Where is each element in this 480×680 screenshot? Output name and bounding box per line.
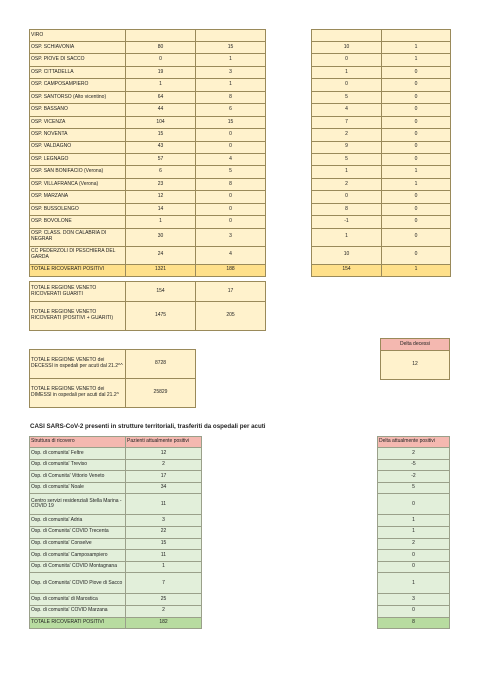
table-row <box>30 129 266 141</box>
structure-delta: -5 <box>378 459 450 471</box>
hospital-name: OSP. LEGNAGO <box>30 153 126 165</box>
region-label: TOTALE REGIONE VENETO RICOVERATI GUARITI <box>30 282 126 302</box>
hospital-name: OSP. BOVOLONE <box>30 216 126 228</box>
hospital-value-2: 4 <box>312 104 382 116</box>
table-row <box>378 573 450 594</box>
hospital-value-2: 2 <box>312 129 382 141</box>
table-row <box>30 246 266 264</box>
table-row <box>312 264 451 276</box>
hospital-name: OSP. SCHIAVONIA <box>30 42 126 54</box>
hospital-value-2: 1 <box>312 66 382 78</box>
structure-value: 25 <box>126 594 202 606</box>
hospital-delta-2: 0 <box>382 129 451 141</box>
hospital-value: 1 <box>126 79 196 91</box>
structure-value: 12 <box>126 448 202 460</box>
hospital-value: 23 <box>126 178 196 190</box>
table-row <box>30 264 266 276</box>
region-value: 154 <box>126 282 196 302</box>
hospital-delta-2: 0 <box>382 191 451 203</box>
hospital-name: OSP. BASSANO <box>30 104 126 116</box>
hospital-name: OSP. VILLAFRANCA (Verona) <box>30 178 126 190</box>
hospital-value-2: 1 <box>312 228 382 246</box>
table-row <box>30 550 202 562</box>
table-row <box>30 191 266 203</box>
hospital-delta: 15 <box>196 42 266 54</box>
table-row <box>30 104 266 116</box>
structure-delta: 2 <box>378 538 450 550</box>
hospital-delta: 8 <box>196 91 266 103</box>
table-row <box>30 459 202 471</box>
region-delta: 17 <box>196 282 266 302</box>
table-row <box>378 605 450 617</box>
hospital-name: OSP. PIOVE DI SACCO <box>30 54 126 66</box>
hospital-table <box>29 29 266 277</box>
structure-delta: 0 <box>378 494 450 515</box>
table-row <box>30 482 202 494</box>
table-row <box>378 482 450 494</box>
structure-value: 15 <box>126 538 202 550</box>
table-row <box>30 437 202 448</box>
hospital-value: 57 <box>126 153 196 165</box>
hospital-delta: 0 <box>196 191 266 203</box>
table-row <box>312 228 451 246</box>
hospital-delta: 8 <box>196 178 266 190</box>
hospital-delta-2: 0 <box>382 141 451 153</box>
hospital-delta-2: 1 <box>382 178 451 190</box>
table-row <box>312 141 451 153</box>
table-row <box>378 561 450 573</box>
column-header: Struttura di ricovero <box>30 437 126 448</box>
table-row <box>378 594 450 606</box>
structure-name: Osp. di Comunita' COVID Piove di Sacco <box>30 573 126 594</box>
structure-name: Osp. di comunita' Noale <box>30 482 126 494</box>
hospital-name: OSP. CAMPOSAMPIERO <box>30 79 126 91</box>
hospital-delta: 4 <box>196 246 266 264</box>
hospital-value-2: 5 <box>312 153 382 165</box>
table-row <box>30 228 266 246</box>
hospital-delta-2: 0 <box>382 91 451 103</box>
total-label: TOTALE RICOVERATI POSITIVI <box>30 617 126 628</box>
region-totals-table <box>29 281 266 331</box>
hospital-value-2: 0 <box>312 191 382 203</box>
table-row <box>378 471 450 483</box>
hospital-delta: 15 <box>196 116 266 128</box>
total-value-2: 154 <box>312 264 382 276</box>
deceased-label: TOTALE REGIONE VENETO dei DECESSI in ospedali per acuti dal 21.2^^ <box>30 350 126 379</box>
hospital-value: 15 <box>126 129 196 141</box>
hospital-delta-2: 1 <box>382 166 451 178</box>
hospital-name: OSP. VICENZA <box>30 116 126 128</box>
empty-cell <box>382 30 451 42</box>
hospital-value: 64 <box>126 91 196 103</box>
total-label: TOTALE RICOVERATI POSITIVI <box>30 264 126 276</box>
hospital-name: OSP. CITTADELLA <box>30 66 126 78</box>
structure-delta: 5 <box>378 482 450 494</box>
structure-delta: 0 <box>378 605 450 617</box>
table-row <box>312 129 451 141</box>
table-row <box>30 573 202 594</box>
table-row <box>378 538 450 550</box>
hospital-value-2: 1 <box>312 166 382 178</box>
hospital-name: CC PEDERZOLI DI PESCHIERA DEL GARDA <box>30 246 126 264</box>
hospital-value: 80 <box>126 42 196 54</box>
structure-value: 1 <box>126 561 202 573</box>
total-value: 182 <box>126 617 202 628</box>
structure-name: Osp. di comunita' Feltre <box>30 448 126 460</box>
hospital-delta: 0 <box>196 203 266 215</box>
hospital-delta: 3 <box>196 66 266 78</box>
hospital-value: 14 <box>126 203 196 215</box>
hospital-delta: 1 <box>196 79 266 91</box>
hospital-value-2: 10 <box>312 42 382 54</box>
structure-delta: 1 <box>378 526 450 538</box>
table-row <box>378 617 450 628</box>
hospital-delta-2: 0 <box>382 228 451 246</box>
hospital-name: OSP. MARZANA <box>30 191 126 203</box>
structure-delta: 0 <box>378 561 450 573</box>
hospital-delta-2: 0 <box>382 116 451 128</box>
structure-delta: -2 <box>378 471 450 483</box>
hospital-delta: 5 <box>196 166 266 178</box>
table-row <box>30 448 202 460</box>
hospital-value: 19 <box>126 66 196 78</box>
table-row <box>30 91 266 103</box>
delta-decessi-header: Delta decessi <box>381 339 450 351</box>
structure-name: Osp. di comunita' Treviso <box>30 459 126 471</box>
total-delta: 188 <box>196 264 266 276</box>
structure-name: Centro servizi residenziali Stella Marina - COVID 19 <box>30 494 126 515</box>
hospital-name: OSP. CLASS. DON CALABRIA DI NEGRAR <box>30 228 126 246</box>
hospital-value-2: 5 <box>312 91 382 103</box>
hospital-name: OSP. NOVENTA <box>30 129 126 141</box>
structure-value: 17 <box>126 471 202 483</box>
region-row-total <box>30 302 266 331</box>
empty-cell <box>312 30 382 42</box>
hospital-delta: 0 <box>196 141 266 153</box>
structure-delta: 2 <box>378 448 450 460</box>
structure-name: Osp. di comunita' Camposampiero <box>30 550 126 562</box>
hospital-delta-2: 1 <box>382 54 451 66</box>
table-row <box>312 104 451 116</box>
deceased-value: 8728 <box>126 350 196 379</box>
hospital-value: 0 <box>126 54 196 66</box>
discharged-row <box>30 379 196 408</box>
structure-value: 11 <box>126 494 202 515</box>
table-row <box>378 526 450 538</box>
deceased-table <box>29 349 196 408</box>
hospital-value-2: 10 <box>312 246 382 264</box>
table-row <box>30 526 202 538</box>
hospital-delta: 0 <box>196 216 266 228</box>
table-row <box>30 203 266 215</box>
deceased-row <box>30 350 196 379</box>
hospital-value: 12 <box>126 191 196 203</box>
hospital-value: 44 <box>126 104 196 116</box>
delta-decessi-value: 12 <box>381 351 450 380</box>
territorial-title: CASI SARS-CoV-2 presenti in strutture territoriali, trasferiti da ospedali per acuti <box>30 423 266 430</box>
hospital-value: 30 <box>126 228 196 246</box>
empty-cell <box>196 30 266 42</box>
table-row <box>30 617 202 628</box>
hospital-name: OSP. SANTORSO (Alto vicentino) <box>30 91 126 103</box>
table-row-label: VIRO <box>30 30 126 42</box>
structure-delta: 1 <box>378 573 450 594</box>
structure-value: 34 <box>126 482 202 494</box>
structure-value: 22 <box>126 526 202 538</box>
table-row <box>378 459 450 471</box>
structure-name: Osp. di Comunita' COVID Trecenta <box>30 526 126 538</box>
table-row <box>30 153 266 165</box>
hospital-delta-2: 0 <box>382 246 451 264</box>
table-row <box>312 42 451 54</box>
hospital-value: 104 <box>126 116 196 128</box>
table-row <box>312 153 451 165</box>
hospital-name: OSP. BUSSOLENGO <box>30 203 126 215</box>
structure-value: 3 <box>126 515 202 527</box>
region-label: TOTALE REGIONE VENETO RICOVERATI (POSITIVI + GUARITI) <box>30 302 126 331</box>
table-row <box>30 141 266 153</box>
table-row <box>378 550 450 562</box>
column-header: Delta attualmente positivi <box>378 437 450 448</box>
discharged-value: 25829 <box>126 379 196 408</box>
table-row <box>30 494 202 515</box>
hospital-value-2: 9 <box>312 141 382 153</box>
hospital-value-2: -1 <box>312 216 382 228</box>
structure-name: Osp. di comunita' Conselve <box>30 538 126 550</box>
structure-delta: 1 <box>378 515 450 527</box>
table-row <box>30 471 202 483</box>
structure-value: 2 <box>126 605 202 617</box>
hospital-delta-2: 0 <box>382 104 451 116</box>
table-row <box>312 203 451 215</box>
hospital-delta-2: 0 <box>382 66 451 78</box>
table-row <box>312 54 451 66</box>
hospital-value-2: 0 <box>312 54 382 66</box>
hospital-value-2: 0 <box>312 79 382 91</box>
total-delta: 8 <box>378 617 450 628</box>
table-row <box>30 66 266 78</box>
structure-name: Osp. di comunita' Adria <box>30 515 126 527</box>
hospital-value: 6 <box>126 166 196 178</box>
hospital-value: 43 <box>126 141 196 153</box>
discharged-label: TOTALE REGIONE VENETO dei DIMESSI in ospedali per acuti dal 21.2^ <box>30 379 126 408</box>
table-row <box>312 91 451 103</box>
hospital-delta: 0 <box>196 129 266 141</box>
table-row <box>30 538 202 550</box>
table-row <box>312 66 451 78</box>
hospital-delta: 1 <box>196 54 266 66</box>
hospital-value-2: 8 <box>312 203 382 215</box>
table-row <box>30 561 202 573</box>
table-row <box>378 494 450 515</box>
table-row <box>30 79 266 91</box>
hospital-delta-table <box>311 29 451 277</box>
structure-name: Osp. di comunita' di Marostica <box>30 594 126 606</box>
structure-delta: 0 <box>378 550 450 562</box>
table-row <box>30 605 202 617</box>
total-value: 1321 <box>126 264 196 276</box>
table-row <box>30 116 266 128</box>
table-row <box>30 30 266 42</box>
table-row <box>312 216 451 228</box>
table-row <box>30 515 202 527</box>
table-row <box>312 30 451 42</box>
hospital-name: OSP. VALDAGNO <box>30 141 126 153</box>
table-row <box>312 178 451 190</box>
delta-decessi-table <box>380 338 450 380</box>
structure-delta: 3 <box>378 594 450 606</box>
territorial-table <box>29 436 202 629</box>
table-row <box>30 216 266 228</box>
table-row <box>378 437 450 448</box>
region-row-guariti <box>30 282 266 302</box>
hospital-value: 24 <box>126 246 196 264</box>
hospital-delta: 3 <box>196 228 266 246</box>
hospital-value: 1 <box>126 216 196 228</box>
structure-name: Osp. di Comunita' Vittorio Veneto <box>30 471 126 483</box>
table-row <box>312 166 451 178</box>
hospital-delta-2: 0 <box>382 153 451 165</box>
region-delta: 205 <box>196 302 266 331</box>
hospital-name: OSP. SAN BONIFACIO (Verona) <box>30 166 126 178</box>
hospital-delta: 4 <box>196 153 266 165</box>
hospital-delta: 6 <box>196 104 266 116</box>
region-value: 1475 <box>126 302 196 331</box>
table-row <box>378 515 450 527</box>
table-row <box>312 246 451 264</box>
hospital-value-2: 7 <box>312 116 382 128</box>
table-row <box>30 178 266 190</box>
total-delta-2: 1 <box>382 264 451 276</box>
table-row <box>312 191 451 203</box>
table-row <box>30 594 202 606</box>
structure-value: 11 <box>126 550 202 562</box>
table-row <box>30 166 266 178</box>
table-row <box>378 448 450 460</box>
hospital-delta-2: 1 <box>382 42 451 54</box>
table-row <box>312 116 451 128</box>
structure-name: Osp. di comunita' COVID Marzana <box>30 605 126 617</box>
table-row <box>30 54 266 66</box>
hospital-delta-2: 0 <box>382 216 451 228</box>
hospital-delta-2: 0 <box>382 203 451 215</box>
structure-value: 7 <box>126 573 202 594</box>
table-row <box>312 79 451 91</box>
column-header: Pazienti attualmente positivi <box>126 437 202 448</box>
territorial-delta-table <box>377 436 450 629</box>
hospital-delta-2: 0 <box>382 79 451 91</box>
structure-value: 2 <box>126 459 202 471</box>
hospital-value-2: 2 <box>312 178 382 190</box>
table-row <box>30 42 266 54</box>
structure-name: Osp. di Comunita' COVID Montagnana <box>30 561 126 573</box>
empty-cell <box>126 30 196 42</box>
